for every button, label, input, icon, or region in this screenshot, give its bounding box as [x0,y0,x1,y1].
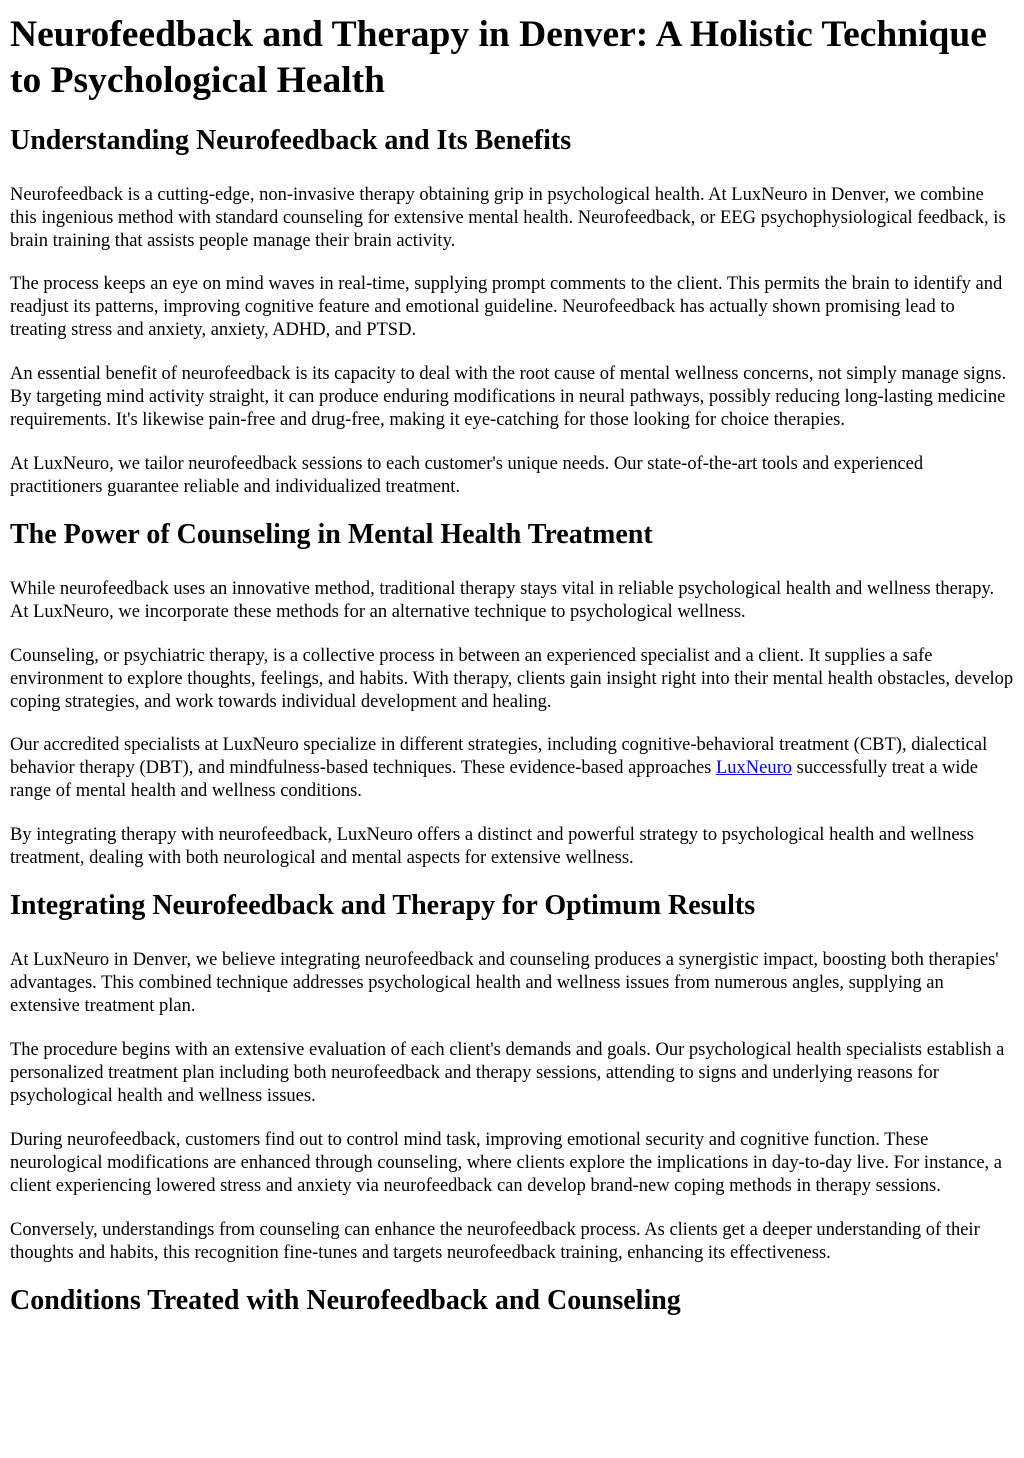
section-heading: Conditions Treated with Neurofeedback and Counseling [10,1285,681,1316]
paragraph-text: Our accredited specialists at LuxNeuro specialize in different strategies, including cognitive-behavioral treatment (CBT), dialectical behavior therapy (DBT), and mindfulness-based techniques. These evidence-based approaches [10,735,988,778]
paragraph: The process keeps an eye on mind waves in real-time, supplying prompt comments to the client. This permits the brain to identify and readjust its patterns, improving cognitive feature and emotional guideline. Neurofeedback has actually shown promising lead to treating stress and anxiety, anxiety, ADHD, and PTSD. [10,274,1003,340]
paragraph: By integrating therapy with neurofeedback, LuxNeuro offers a distinct and powerful strategy to psychological health and wellness treatment, dealing with both neurological and mental aspects for extensive wellness. [10,825,974,868]
paragraph: The procedure begins with an extensive evaluation of each client's demands and goals. Our psychological health specialists establish a personalized treatment plan including both neurofeedback and therapy sessions, attending to signs and underlying reasons for psychological health and wellness issues. [10,1040,1005,1106]
paragraph: Counseling, or psychiatric therapy, is a collective process in between an experienced specialist and a client. It supplies a safe environment to explore thoughts, feelings, and habits. With therapy, clients gain insight right into their mental health obstacles, develop coping strategies, and work towards individual development and healing. [10,646,1014,712]
paragraph: An essential benefit of neurofeedback is its capacity to deal with the root cause of mental wellness concerns, not simply manage signs. By targeting mind activity straight, it can produce enduring modifications in neural pathways, possibly reducing long-lasting medicine requirements. It's likewise pain-free and drug-free, making it eye-catching for those looking for choice therapies. [10,364,1007,430]
luxneuro-link[interactable]: LuxNeuro [716,758,793,778]
paragraph: While neurofeedback uses an innovative method, traditional therapy stays vital in reliable psychological health and wellness therapy. At LuxNeuro, we incorporate these methods for an alternative technique to psychological wellness. [10,579,995,622]
paragraph: During neurofeedback, customers find out to control mind task, improving emotional security and cognitive function. These neurological modifications are enhanced through counseling, where clients explore the implications in day-to-day live. For instance, a client experiencing lowered stress and anxiety via neurofeedback can develop brand-new coping methods in therapy sessions. [10,1130,1003,1196]
article [0,12,1024,1318]
section-heading: The Power of Counseling in Mental Health Treatment [10,519,653,550]
section-heading: Understanding Neurofeedback and Its Benefits [10,125,572,156]
page-title: Neurofeedback and Therapy in Denver: A Holistic Technique to Psychological Health [10,14,987,101]
paragraph-text: successfully treat a wide range of mental health and wellness conditions. [10,758,979,801]
paragraph: At LuxNeuro, we tailor neurofeedback sessions to each customer's unique needs. Our state-of-the-art tools and experienced practitioners guarantee reliable and individualized treatment. [10,454,924,497]
paragraph: Neurofeedback is a cutting-edge, non-invasive therapy obtaining grip in psychological health. At LuxNeuro in Denver, we combine this ingenious method with standard counseling for extensive mental health. Neurofeedback, or EEG psychophysiological feedback, is brain training that assists people manage their brain activity. [10,185,1006,251]
paragraph: Conversely, understandings from counseling can enhance the neurofeedback process. As clients get a deeper understanding of their thoughts and habits, this recognition fine-tunes and targets neurofeedback training, enhancing its effectiveness. [10,1220,980,1263]
paragraph [10,734,1015,803]
section-heading: Integrating Neurofeedback and Therapy for Optimum Results [10,890,756,921]
paragraph: At LuxNeuro in Denver, we believe integrating neurofeedback and counseling produces a synergistic impact, boosting both therapies' advantages. This combined technique addresses psychological health and wellness issues from numerous angles, supplying an extensive treatment plan. [10,950,999,1016]
